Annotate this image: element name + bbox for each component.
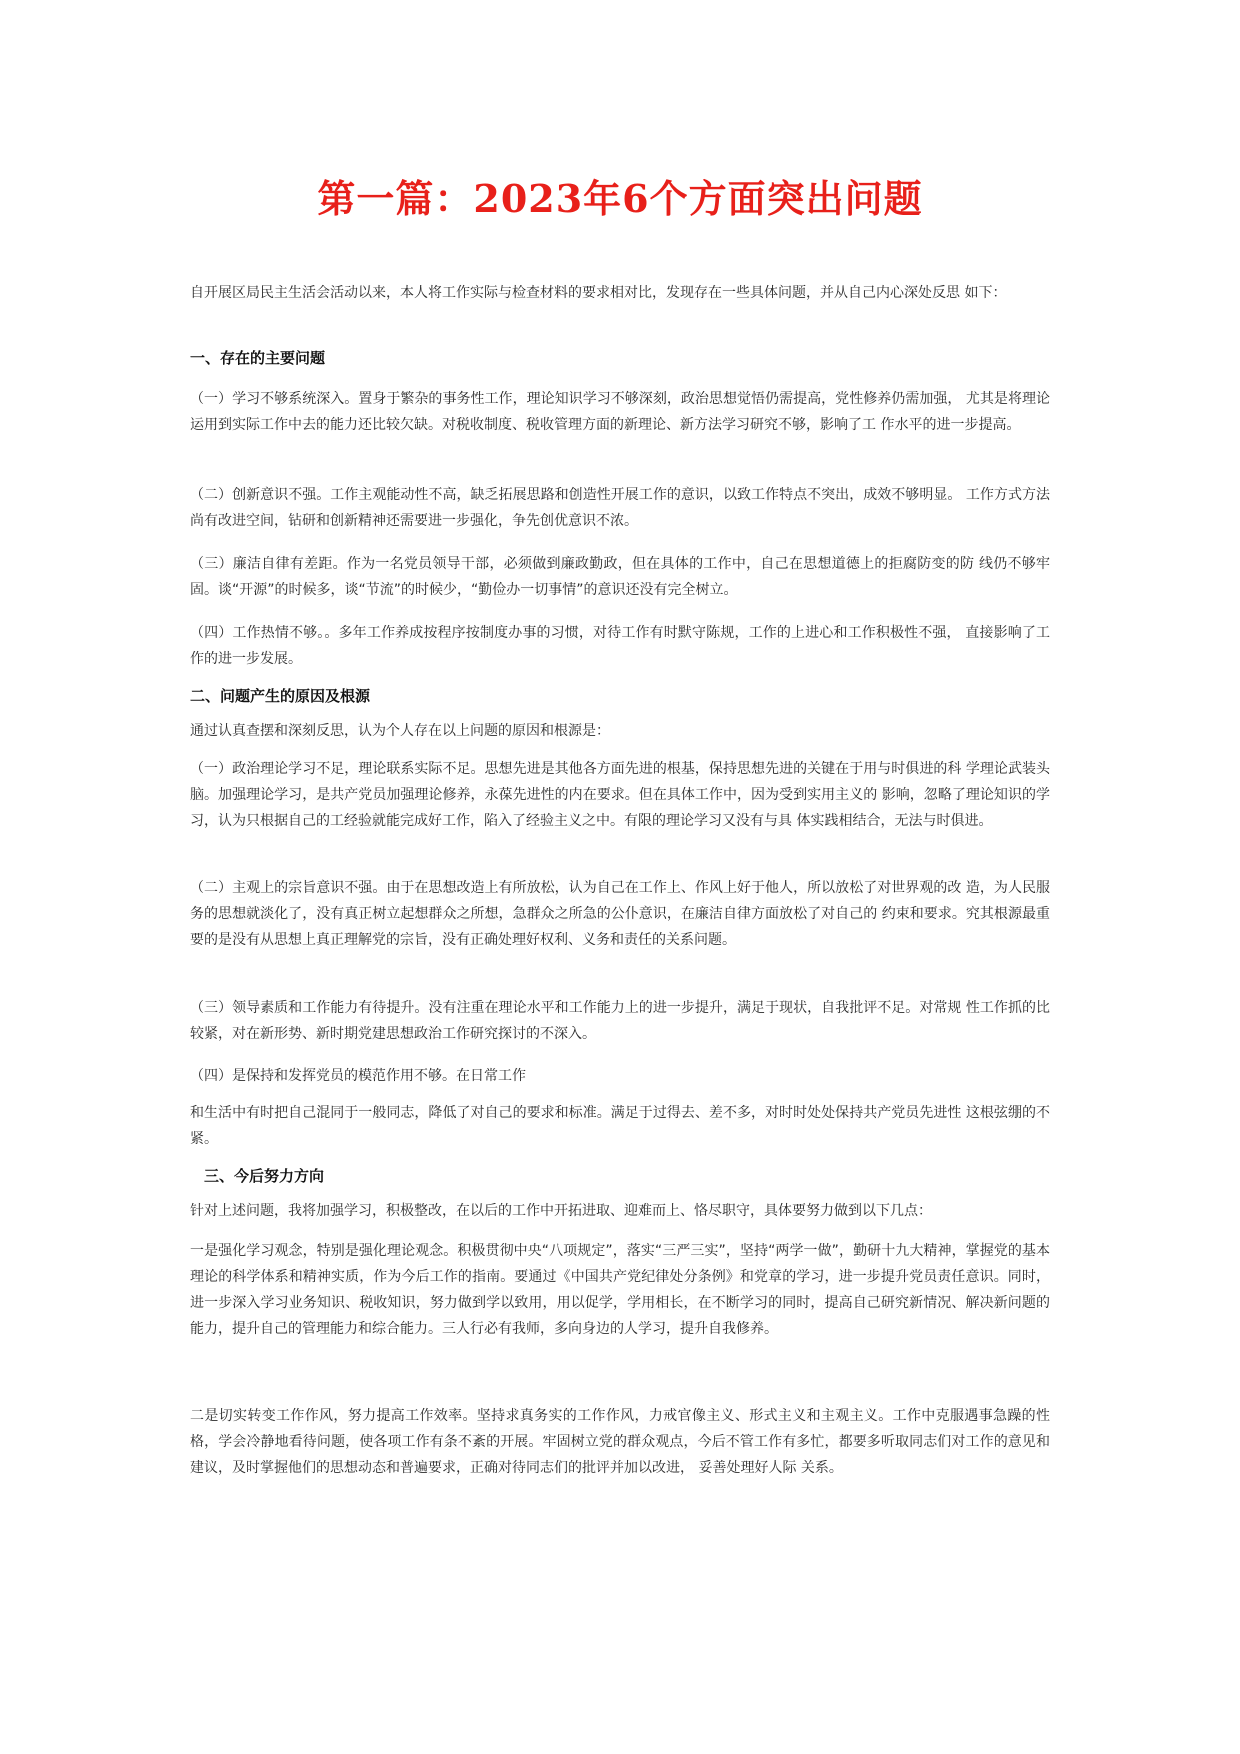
cause-item-2: （二）主观上的宗旨意识不强。由于在思想改造上有所放松，认为自己在工作上、作风上好于他人，所以放松了对世界观的改 造，为人民服务的思想就淡化了，没有真正树立起想群众之所想，急群众之所急的公仆意识，在廉洁自律方面放松了对自己的 约束和要求。究其根源最重要的是没有从思想上真正理解党的宗旨，没有正确处理好权利、义务和责任的关系问题。: [190, 880, 1050, 948]
section-heading-main-problems: 一、存在的主要问题: [190, 349, 326, 367]
section-heading-causes: 二、问题产生的原因及根源: [190, 687, 371, 705]
problem-item-1: （一）学习不够系统深入。置身于繁杂的事务性工作，理论知识学习不够深刻，政治思想觉悟仍需提高，党性修养仍需加强， 尤其是将理论运用到实际工作中去的能力还比较欠缺。对税收制度、税收管理方面的新理论、新方法学习研究不够，影响了工 作水平的进一步提高。: [190, 391, 1050, 433]
problem-item-4: （四）工作热情不够。。多年工作养成按程序按制度办事的习惯，对待工作有时默守陈规，工作的上进心和工作积极性不强， 直接影响了工作的进一步发展。: [190, 625, 1050, 667]
section-heading-future-direction: 三、今后努力方向: [204, 1167, 325, 1185]
intro-paragraph: 自开展区局民主生活会活动以来，本人将工作实际与检查材料的要求相对比，发现存在一些具体问题，并从自己内心深处反思 如下：: [190, 285, 1007, 301]
problem-item-3: （三）廉洁自律有差距。作为一名党员领导干部，必须做到廉政勤政，但在具体的工作中，自己在思想道德上的拒腐防变的防 线仍不够牢固。谈“开源”的时候多，谈“节流”的时候少，“勤俭办一切事情”的意识还没有完全树立。: [190, 556, 1050, 598]
direction-item-1: 一是强化学习观念，特别是强化理论观念。积极贯彻中央“八项规定”，落实“三严三实”，坚持“两学一做”，勤研十九大精神，掌握党的基本理论的科学体系和精神实质，作为今后工作的指南。要通过《中国共产党纪律处分条例》和党章的学习，进一步提升党员责任意识。同时，进一步深入学习业务知识、税收知识，努力做到学以致用，用以促学，学用相长，在不断学习的同时，提高自己研究新情况、解决新问题的能力，提升自己的管理能力和综合能力。三人行必有我师，多向身边的人学习，提升自我修养。: [190, 1243, 1050, 1337]
cause-item-4: （四）是保持和发挥党员的模范作用不够。在日常工作: [190, 1068, 526, 1084]
causes-intro: 通过认真查摆和深刻反思，认为个人存在以上问题的原因和根源是：: [190, 723, 610, 739]
document-title: 第一篇：2023年6个方面突出问题: [317, 176, 923, 221]
cause-item-3: （三）领导素质和工作能力有待提升。没有注重在理论水平和工作能力上的进一步提升，满足于现状，自我批评不足。对常规 性工作抓的比较紧，对在新形势、新时期党建思想政治工作研究探讨的不深入。: [190, 1000, 1050, 1042]
direction-item-2: 二是切实转变工作作风，努力提高工作效率。坚持求真务实的工作作风，力戒官像主义、形式主义和主观主义。工作中克服遇事急躁的性格，学会冷静地看待问题，使各项工作有条不紊的开展。牢固树立党的群众观点，今后不管工作有多忙，都要多听取同志们对工作的意见和建议，及时掌握他们的思想动态和普遍要求，正确对待同志们的批评并加以改进， 妥善处理好人际 关系。: [190, 1408, 1050, 1476]
cause-item-1: （一）政治理论学习不足，理论联系实际不足。思想先进是其他各方面先进的根基，保持思想先进的关键在于用与时俱进的科 学理论武装头脑。加强理论学习，是共产党员加强理论修养，永葆先进性的内在要求。但在具体工作中，因为受到实用主义的 影响，忽略了理论知识的学习，认为只根据自己的工经验就能完成好工作，陷入了经验主义之中。有限的理论学习又没有与具 体实践相结合，无法与时俱进。: [190, 761, 1050, 829]
direction-intro: 针对上述问题，我将加强学习，积极整改，在以后的工作中开拓进取、迎难而上、恪尽职守，具体要努力做到以下几点：: [190, 1203, 932, 1219]
cause-item-4-continued: 和生活中有时把自己混同于一般同志，降低了对自己的要求和标准。满足于过得去、差不多，对时时处处保持共产党员先进性 这根弦绷的不紧。: [190, 1105, 1050, 1147]
problem-item-2: （二）创新意识不强。工作主观能动性不高，缺乏拓展思路和创造性开展工作的意识，以致工作特点不突出，成效不够明显。 工作方式方法尚有改进空间，钻研和创新精神还需要进一步强化，争先创优意识不浓。: [190, 487, 1050, 529]
